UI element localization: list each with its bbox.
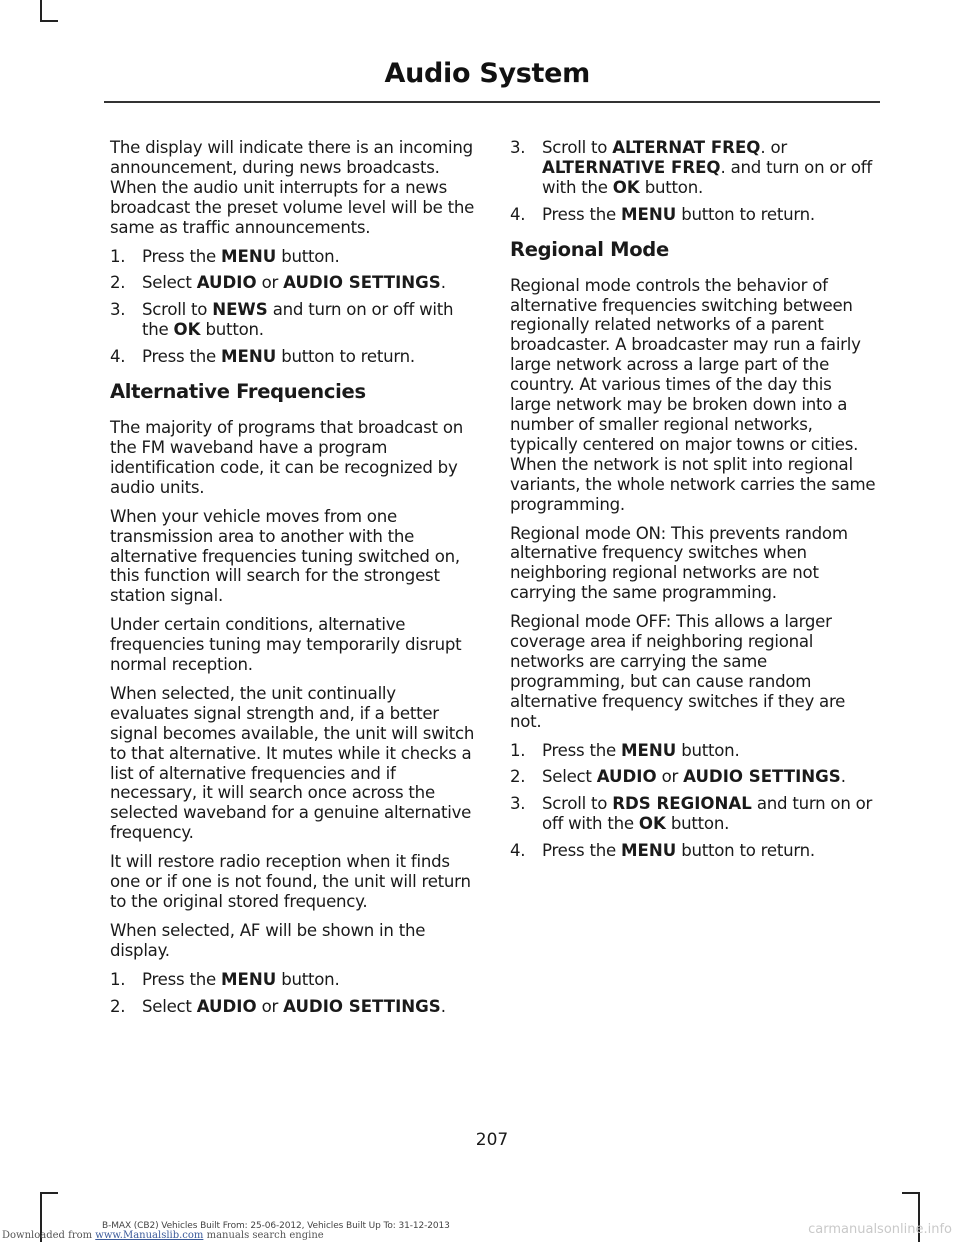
manualslib-link[interactable]: www.Manualslib.com xyxy=(95,1230,204,1241)
step-item: 3. Scroll to NEWS and turn on or off with the OK button. xyxy=(110,300,454,340)
regional-steps xyxy=(510,741,876,862)
step-item: 1. Press the MENU button. xyxy=(110,969,340,989)
step-item: 4. Press the MENU button to return. xyxy=(510,204,815,224)
download-notice: Downloaded from www.Manualslib.com manuals search engine xyxy=(2,1230,324,1241)
paragraph: When selected, AF will be shown in the display. xyxy=(110,920,426,960)
crop-mark-bottom-right-h xyxy=(902,1192,920,1194)
step-item: 2. Select AUDIO or AUDIO SETTINGS. xyxy=(510,767,846,787)
paragraph: When selected, the unit continually evaluates signal strength and, if a better signal becomes available, the unit will switch to that alternative. It mutes while it checks a list of alternative frequencies and if necessary, it will search once across the selected waveband for a genuine alternative frequency. xyxy=(110,683,475,843)
step-item: 4. Press the MENU button to return. xyxy=(110,347,415,367)
paragraph: When your vehicle moves from one transmission area to another with the alternative frequencies tuning switched on, this function will search for the strongest station signal. xyxy=(110,506,460,606)
page-number: 207 xyxy=(475,1130,509,1150)
intro-paragraph: The display will indicate there is an incoming announcement, during news broadcasts. When the audio unit interrupts for a news broadcast the preset volume level will be the same as traffic announcements. xyxy=(110,138,475,237)
paragraph: The majority of programs that broadcast on the FM waveband have a program identification code, it can be recognized by audio units. xyxy=(110,418,463,497)
step-item: 3. Scroll to ALTERNAT FREQ. or ALTERNATIVE FREQ. and turn on or off with the OK button. xyxy=(510,138,872,197)
heading-regional-mode: Regional Mode xyxy=(510,237,669,261)
crop-mark-top-left-h xyxy=(40,20,58,22)
step-item: 1. Press the MENU button. xyxy=(510,740,740,760)
paragraph: Regional mode ON: This prevents random alternative frequency switches when neighboring regional networks are not carrying the same programming. xyxy=(510,523,848,603)
step-item: 4. Press the MENU button to return. xyxy=(510,841,815,861)
heading-alternative-frequencies: Alternative Frequencies xyxy=(110,380,366,404)
af-steps-end xyxy=(510,138,876,225)
watermark: carmanualsonline.info xyxy=(808,1222,952,1237)
paragraph: Regional mode controls the behavior of alternative frequencies switching between regionally related networks of a parent broadcaster. A broadcaster may run a fairly large network across a large part of the country. At various times of the day this large network may be broken down into a number of smaller regional networks, typically centered on major towns or cities. When the network is not split into regional variants, the whole network carries the same programming. xyxy=(510,275,876,514)
vehicle-info-footer: B-MAX (CB2) Vehicles Built From: 25-06-2012, Vehicles Built Up To: 31-12-2013 xyxy=(102,1221,450,1231)
paragraph: It will restore radio reception when it finds one or if one is not found, the unit will return to the original stored frequency. xyxy=(110,852,471,911)
crop-mark-top-left-v xyxy=(40,0,42,22)
crop-mark-bottom-left-h xyxy=(40,1192,58,1194)
header-rule xyxy=(104,101,880,103)
paragraph: Regional mode OFF: This allows a larger coverage area if neighboring regional networks are carrying the same programming, but can cause random alternative frequency switches if they are not. xyxy=(510,612,846,731)
left-column xyxy=(110,138,476,1026)
step-item: 2. Select AUDIO or AUDIO SETTINGS. xyxy=(110,996,446,1016)
paragraph: Under certain conditions, alternative frequencies tuning may temporarily disrupt normal reception. xyxy=(110,615,462,675)
step-item: 1. Press the MENU button. xyxy=(110,246,340,266)
af-steps-start xyxy=(110,970,476,1017)
news-steps xyxy=(110,247,476,368)
section-title: Audio System xyxy=(384,58,590,89)
right-column xyxy=(510,138,876,870)
step-item: 3. Scroll to RDS REGIONAL and turn on or off with the OK button. xyxy=(510,794,873,834)
step-item: 2. Select AUDIO or AUDIO SETTINGS. xyxy=(110,273,446,293)
